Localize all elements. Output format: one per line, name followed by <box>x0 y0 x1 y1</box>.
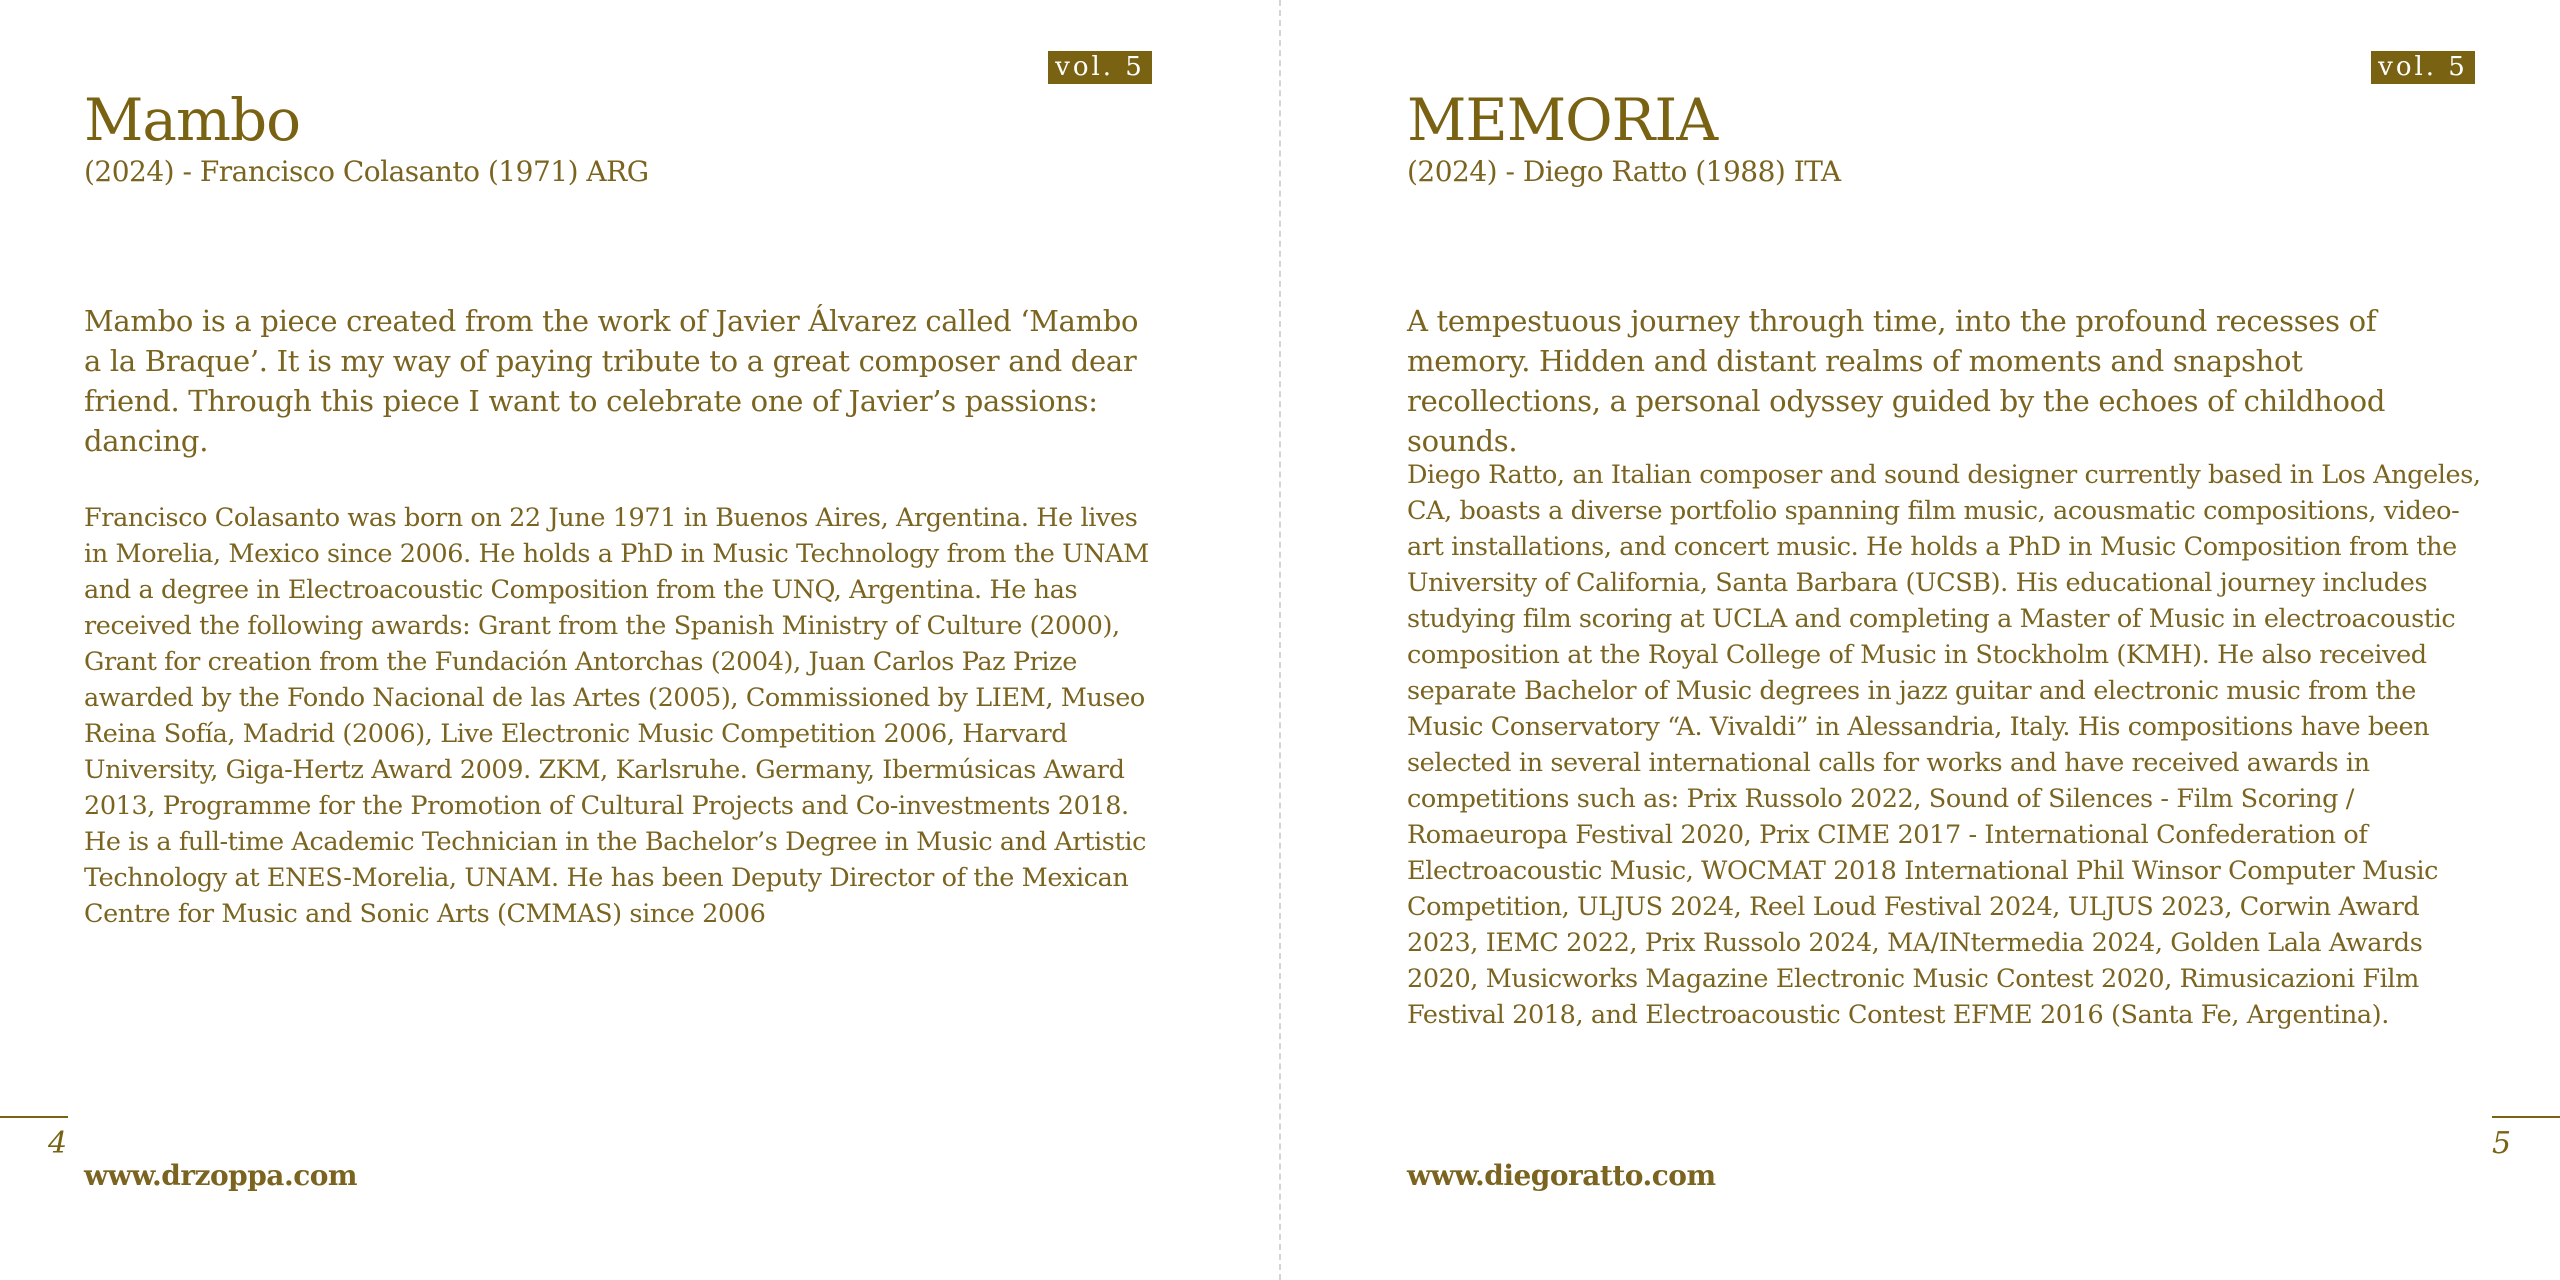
composer-bio: Francisco Colasanto was born on 22 June 1971 in Buenos Aires, Argentina. He lives in Morelia, Mexico since 2006. He holds a PhD in Music Technology from the UNAM and a degree in Electroacoustic Composition from the UNQ, Argentina. He has received the following awards: Grant from the Spanish Ministry of Culture (2000), Grant for creation from the Fundación Antorchas (2004), Juan Carlos Paz Prize awarded by the Fondo Nacional de las Artes (2005), Commissioned by LIEM, Museo Reina Sofía, Madrid (2006), Live Electronic Music Competition 2006, Harvard University, Giga-Hertz Award 2009. ZKM, Karlsruhe. Germany, Ibermúsicas Award 2013, Programme for the Promotion of Cultural Projects and Co-investments 2018. He is a full-time Academic Technician in the Bachelor’s Degree in Music and Artistic Technology at ENES-Morelia, UNAM. He has been Deputy Director of the Mexican Centre for Music and Sonic Arts (CMMAS) since 2006 <box>84 503 1149 929</box>
page-number: 5 <box>2492 1126 2512 1161</box>
volume-badge: vol. 5 <box>2371 51 2475 84</box>
piece-subtitle: (2024) - Francisco Colasanto (1971) ARG <box>84 155 649 188</box>
piece-subtitle: (2024) - Diego Ratto (1988) ITA <box>1407 155 1841 188</box>
piece-description: Mambo is a piece created from the work of Javier Álvarez called ‘Mambo a la Braque’. It is my way of paying tribute to a great composer and dear friend. Through this piece I want to celebrate one of Javier’s passions: dancing. <box>84 304 1139 458</box>
page-number: 4 <box>48 1126 68 1161</box>
piece-description: A tempestuous journey through time, into the profound recesses of memory. Hidden and distant realms of moments and snapshot recollections, a personal odyssey guided by the echoes of childhood sounds. <box>1407 304 2386 458</box>
composer-bio: Diego Ratto, an Italian composer and sound designer currently based in Los Angeles, CA, boasts a diverse portfolio spanning film music, acousmatic compositions, video-art installations, and concert music. He holds a PhD in Music Composition from the University of California, Santa Barbara (UCSB). His educational journey includes studying film scoring at UCLA and completing a Master of Music in electroacoustic composition at the Royal College of Music in Stockholm (KMH). He also received separate Bachelor of Music degrees in jazz guitar and electronic music from the Music Conservatory “A. Vivaldi” in Alessandria, Italy. His compositions have been selected in several international calls for works and have received awards in competitions such as: Prix Russolo 2022, Sound of Silences - Film Scoring / Romaeuropa Festival 2020, Prix CIME 2017 - International Confederation of Electroacoustic Music, WOCMAT 2018 International Phil Winsor Computer Music Competition, ULJUS 2024, Reel Loud Festival 2024, ULJUS 2023, Corwin Award 2023, IEMC 2022, Prix Russolo 2024, MA/INtermedia 2024, Golden Lala Awards 2020, Musicworks Magazine Electronic Music Contest 2020, Rimusicazioni Film Festival 2018, and Electroacoustic Contest EFME 2016 (Santa Fe, Argentina). <box>1407 460 2481 1030</box>
page-number-rule <box>0 1116 68 1118</box>
piece-title: Mambo <box>84 86 301 154</box>
piece-title: MEMORIA <box>1407 86 1718 154</box>
volume-badge: vol. 5 <box>1048 51 1152 84</box>
composer-website-link[interactable]: www.drzoppa.com <box>84 1159 358 1192</box>
page-number-rule <box>2492 1116 2560 1118</box>
composer-website-link[interactable]: www.diegoratto.com <box>1407 1159 1716 1192</box>
right-page <box>1280 0 2560 1280</box>
